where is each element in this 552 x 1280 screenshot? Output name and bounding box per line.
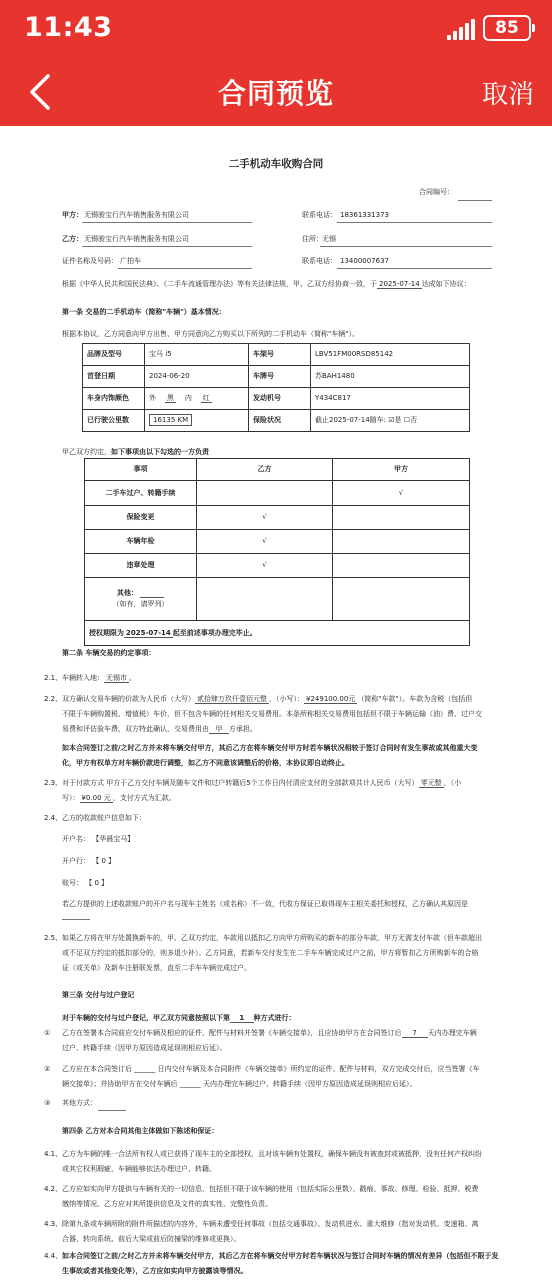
- clause-number: 2.5、: [44, 934, 63, 942]
- phone-a-value: 18361331373: [340, 211, 389, 219]
- status-bar: [0, 0, 552, 56]
- vehicle-table: [82, 343, 470, 432]
- clause-number: 4.1、: [44, 1150, 63, 1158]
- option-1-line2: 过户、转籍手续（因甲方原因造成延误则相应后延）。: [62, 1044, 227, 1052]
- table-row: 首登日期 2024-06-20 车牌号 苏BAH1480: [83, 366, 470, 388]
- article-3-title: 第三条 交付与过户登记: [62, 991, 135, 999]
- clause-number: 2.2、: [44, 695, 63, 703]
- clause-2-3-line2: 写）： ¥0.00 元 ，支付方式为汇款。: [62, 794, 176, 802]
- clause-number: 2.3、: [44, 779, 63, 787]
- table-header-row: 事项 乙方 甲方: [85, 459, 470, 481]
- article-1-text: 根据本协议，乙方同意向甲方出售、甲方同意向乙方购买以下所列的二手机动车（简称"车辆"）。: [62, 330, 359, 338]
- option-1-mark: ①: [44, 1029, 51, 1037]
- clause-2-3-line1: 对于付款方式 甲方于乙方交付车辆及随车文件和过户转籍后5个工作日内付清应支付的全部款项共计人民币（大写） 零元整 ，（小: [62, 779, 462, 787]
- table-row: 违章处理 √: [85, 554, 470, 578]
- table-row: 其他： （如有，请罗列）: [85, 578, 470, 621]
- party-b-label: 乙方：: [62, 235, 83, 243]
- option-1-line1: 乙方在签署本合同前应交付车辆及相应的证件、配件与材料并签署《车辆交接单》，且应协助甲方在合同签订后 7 天内办理完车辆: [62, 1029, 477, 1037]
- clause-4-4-line2: 生事故或者其他变化等），乙方应如实向甲方披露该等情况。: [62, 1267, 248, 1275]
- phone-a-label: 联系电话：: [302, 211, 337, 219]
- battery-level: 85: [495, 18, 519, 38]
- page-title: 合同预览: [217, 77, 334, 110]
- clause-2-5-line1: 如果乙方将在甲方处置换新车的，甲、乙双方约定，车款用以抵扣乙方向甲方所购买的新车的部分车款，甲方无需支付车款（但车款超出: [62, 934, 482, 942]
- account-number: 账号： 【 0 】: [62, 879, 109, 887]
- cert-label: 证件名称及号码：: [62, 257, 118, 265]
- cancel-button[interactable]: 取消: [481, 80, 534, 110]
- account-note: 若乙方提供的上述收款账户的开户名与现车主姓名（或名称）不一致，代收方保证已取得现车主相关委托和授权，乙方确认其原因是: [62, 900, 468, 908]
- clause-number: 4.3、: [44, 1220, 63, 1228]
- account-name: 开户名： 【华晨宝马】: [62, 835, 135, 843]
- clause-4-3-line1: 除第九条或车辆所附的附件所描述的内容外，车辆未遭受任何事故（包括交通事故）、发动机进水、重大维修（指对发动机、变速箱、离: [62, 1220, 479, 1228]
- clause-4-1-line2: 或其它权利瑕疵，车辆能够依法办理过户、转籍。: [62, 1165, 216, 1173]
- warning-line2: 化，甲方有权单方对车辆价款进行调整，如乙方不同意该调整后的价格，本协议即自动终止。: [62, 759, 349, 767]
- warning-line1: 如本合同签订之前/之时乙方并未将车辆交付甲方，其后乙方在将车辆交付甲方时若车辆状况相较于签订合同时有发生事故或其他重大变: [62, 744, 478, 752]
- option-3-mark: ③: [44, 1099, 51, 1107]
- matters-table: [84, 458, 470, 646]
- clause-4-1-line1: 乙方为车辆的唯一合法所有权人或已获得了现车主的全部授权，且对该车辆有处置权，确保车辆没有被查封或被抵押，没有任何产权纠纷: [62, 1150, 482, 1158]
- option-2-line1: 乙方应在本合同签订后 ______ 日内交付车辆及本合同附件《车辆交接单》所约定的证件、配件与材料，双方完成交付后，应当签署《车: [62, 1065, 480, 1073]
- clause-4-3-line2: 合器、转向系统、前后大梁或前后防撞梁的维修或更换）。: [62, 1235, 241, 1243]
- address-field: [320, 234, 492, 247]
- phone-b-value: 13400007637: [340, 257, 389, 265]
- table-row: 品牌及型号 宝马 i5 车架号 LBV51FM00RSD85142: [83, 344, 470, 366]
- signal-icon: [447, 18, 477, 40]
- contract-no-field: [458, 188, 492, 201]
- clause-number: 2.1、: [44, 674, 63, 682]
- agree-text: 甲乙双方约定，如下事项由以下勾选的一方负责: [62, 448, 209, 456]
- address-value: 无锡: [322, 235, 336, 243]
- clause-2-1: 车辆转入地： 无锡市 。: [62, 674, 136, 682]
- option-3-field: [98, 1098, 126, 1111]
- party-b-value: 无锡骏宝行汽车销售服务有限公司: [84, 235, 189, 243]
- phone-b-label: 联系电话：: [302, 257, 337, 265]
- account-note-field: [62, 907, 90, 920]
- status-time: 11:43: [24, 12, 113, 43]
- article-3-lead: 对于车辆的交付与过户登记，甲乙双方同意按照以下第 1 种方式进行：: [62, 1014, 296, 1022]
- address-label: 住所：: [302, 235, 323, 243]
- account-bank: 开户行： 【 0 】: [62, 857, 116, 865]
- clause-number: 4.2、: [44, 1185, 63, 1193]
- party-a-value: 无锡骏宝行汽车销售服务有限公司: [84, 211, 189, 219]
- article-2-title: 第二条 车辆交易的约定事项：: [62, 649, 156, 657]
- clause-2-2-line1: 双方确认交易车辆的价款为人民币（大写） 贰拾肆万玖仟壹佰元整 ，（小写）： ¥249100.00元 （简称"车款"）。车款为含税（包括但: [62, 695, 473, 703]
- contract-no-label: 合同编号：: [419, 188, 454, 196]
- table-row: 车辆年检 √: [85, 530, 470, 554]
- clause-2-2-line3: 易费和评估验车费，双方特此确认，交易费用由 甲 方承担。: [62, 725, 257, 733]
- table-row: 授权期限为 2025-07-14 起至前述事项办理完毕止。: [85, 621, 470, 646]
- clause-2-2-line2: 不限于车辆购置税、增值税）车价，但不包含车辆的任何相关交易费用。本条所称相关交易费用包括但不限于车辆运输（油）费、过户交: [62, 710, 482, 718]
- clause-2-5-line2: 或不足双方约定的抵扣部分的，则多退少补）。乙方同意，若新车交付发生在二手车车辆完成过户之前，甲方将暂扣乙方所购新车的合格: [62, 949, 479, 957]
- article-1-title: 第一条 交易的二手机动车（简称"车辆"）基本情况：: [62, 308, 226, 316]
- clause-number: 2.4、: [44, 814, 63, 822]
- table-row: 保险变更 √: [85, 506, 470, 530]
- article-4-title: 第四条 乙方对本合同其他主体做如下陈述和保证：: [62, 1127, 219, 1135]
- clause-4-4-line1: 如本合同签订之前/之时乙方并未将车辆交付甲方，其后乙方在将车辆交付甲方时若车辆状况与签订合同时车辆的情况有差异（包括但不限于发: [62, 1252, 499, 1260]
- table-row: 车身内饰颜色 外 黑 内 红 发动机号 Y434C817: [83, 388, 470, 410]
- clause-4-2-line2: 缴纳等情况。乙方应对其所提供信息及文件的真实性、完整性负责。: [62, 1200, 272, 1208]
- battery-icon: [483, 15, 531, 41]
- contract-document: [0, 126, 552, 1280]
- table-row: 二手车过户、转籍手续 √: [85, 481, 470, 506]
- contract-title: 二手机动车收购合同: [228, 158, 324, 170]
- app-header: [0, 0, 552, 126]
- clause-number: 4.4、: [44, 1252, 63, 1260]
- option-2-mark: ②: [44, 1065, 51, 1073]
- cert-value: 广拍车: [120, 257, 141, 265]
- clause-2-5-line3: 证（或关单）及新车注册联发票，直至二手车车辆完成过户。: [62, 964, 251, 972]
- table-row: 已行驶公里数 16135 KM 保险状况 截止2025-07-14随车: ☑是 ☐否: [83, 410, 470, 432]
- option-2-line2: 辆交接单》；并协助甲方在交付车辆后 ______ 天内办理完车辆过户、转籍手续（因甲方原因造成延误则相应后延）。: [62, 1080, 417, 1088]
- clause-2-4: 乙方的收款账户信息如下：: [62, 814, 146, 822]
- party-a-label: 甲方：: [62, 211, 83, 219]
- intro-text: 根据《中华人民共和国民法典》、《二手车流通管理办法》等有关法律法规，甲、乙双方经协商一致，于 2025-07-14 达成如下协议：: [62, 280, 471, 288]
- option-3: 其他方式：: [62, 1099, 97, 1107]
- clause-4-2-line1: 乙方应如实向甲方提供与车辆有关的一切信息，包括但不限于该车辆的使用（包括实际公里数）、戳痕、事故、修理、检验、抵押、税费: [62, 1185, 479, 1193]
